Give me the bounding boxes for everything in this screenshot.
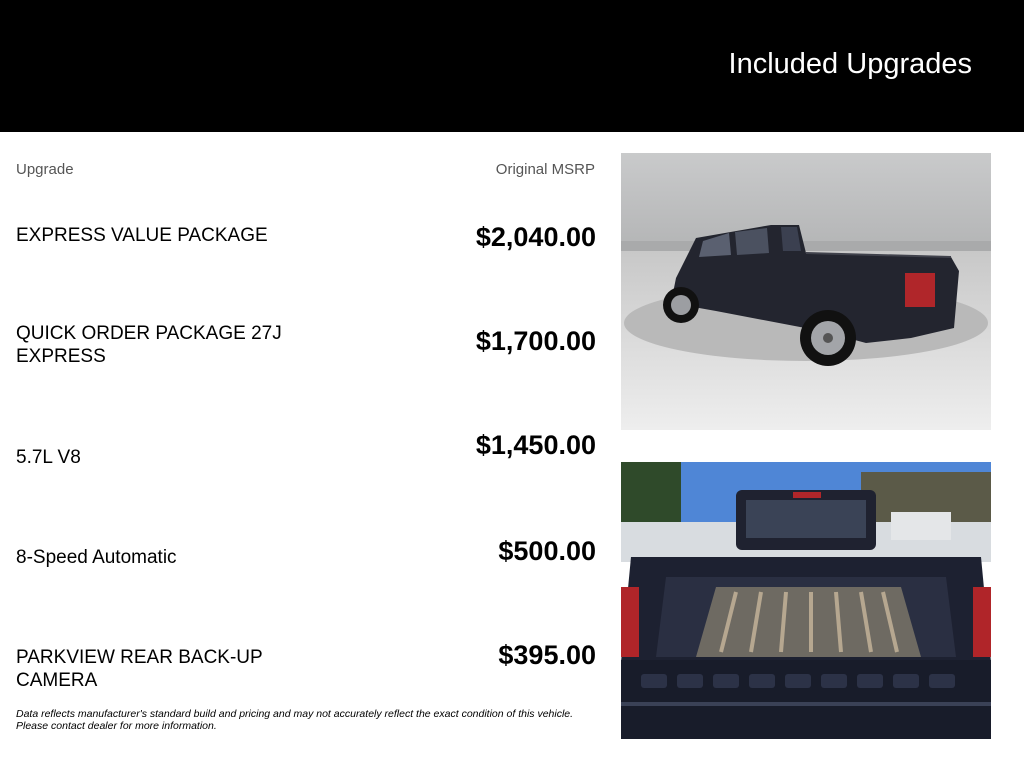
disclaimer [16,708,616,732]
upgrade-price: $2,040.00 [475,222,596,252]
vehicle-photo-side[interactable] [621,153,991,430]
truck-bed-image [621,462,991,739]
upgrade-name: 8-Speed Automatic [16,547,177,568]
upgrade-name: 5.7L V8 [16,447,81,468]
upgrade-price: $500.00 [498,536,596,566]
truck-side-image [621,153,991,430]
vehicle-photo-bed[interactable] [621,462,991,739]
page-title: Included Upgrades [728,48,972,80]
header-banner [0,0,1024,132]
upgrade-price: $395.00 [498,640,596,670]
upgrade-column-header: Upgrade [16,161,74,178]
upgrade-name: EXPRESS VALUE PACKAGE [16,225,268,246]
disclaimer-line-2: Please contact dealer for more information. [16,720,217,732]
upgrade-price: $1,450.00 [475,430,596,460]
disclaimer-line-1: Data reflects manufacturer's standard build and pricing and may not accurately reflect the exact condition of this vehicle. [16,708,574,720]
msrp-column-header: Original MSRP [495,161,595,178]
upgrade-name: QUICK ORDER PACKAGE 27J EXPRESS [16,323,282,367]
upgrade-price: $1,700.00 [475,326,596,356]
upgrade-name: PARKVIEW REAR BACK-UP CAMERA [16,647,263,691]
